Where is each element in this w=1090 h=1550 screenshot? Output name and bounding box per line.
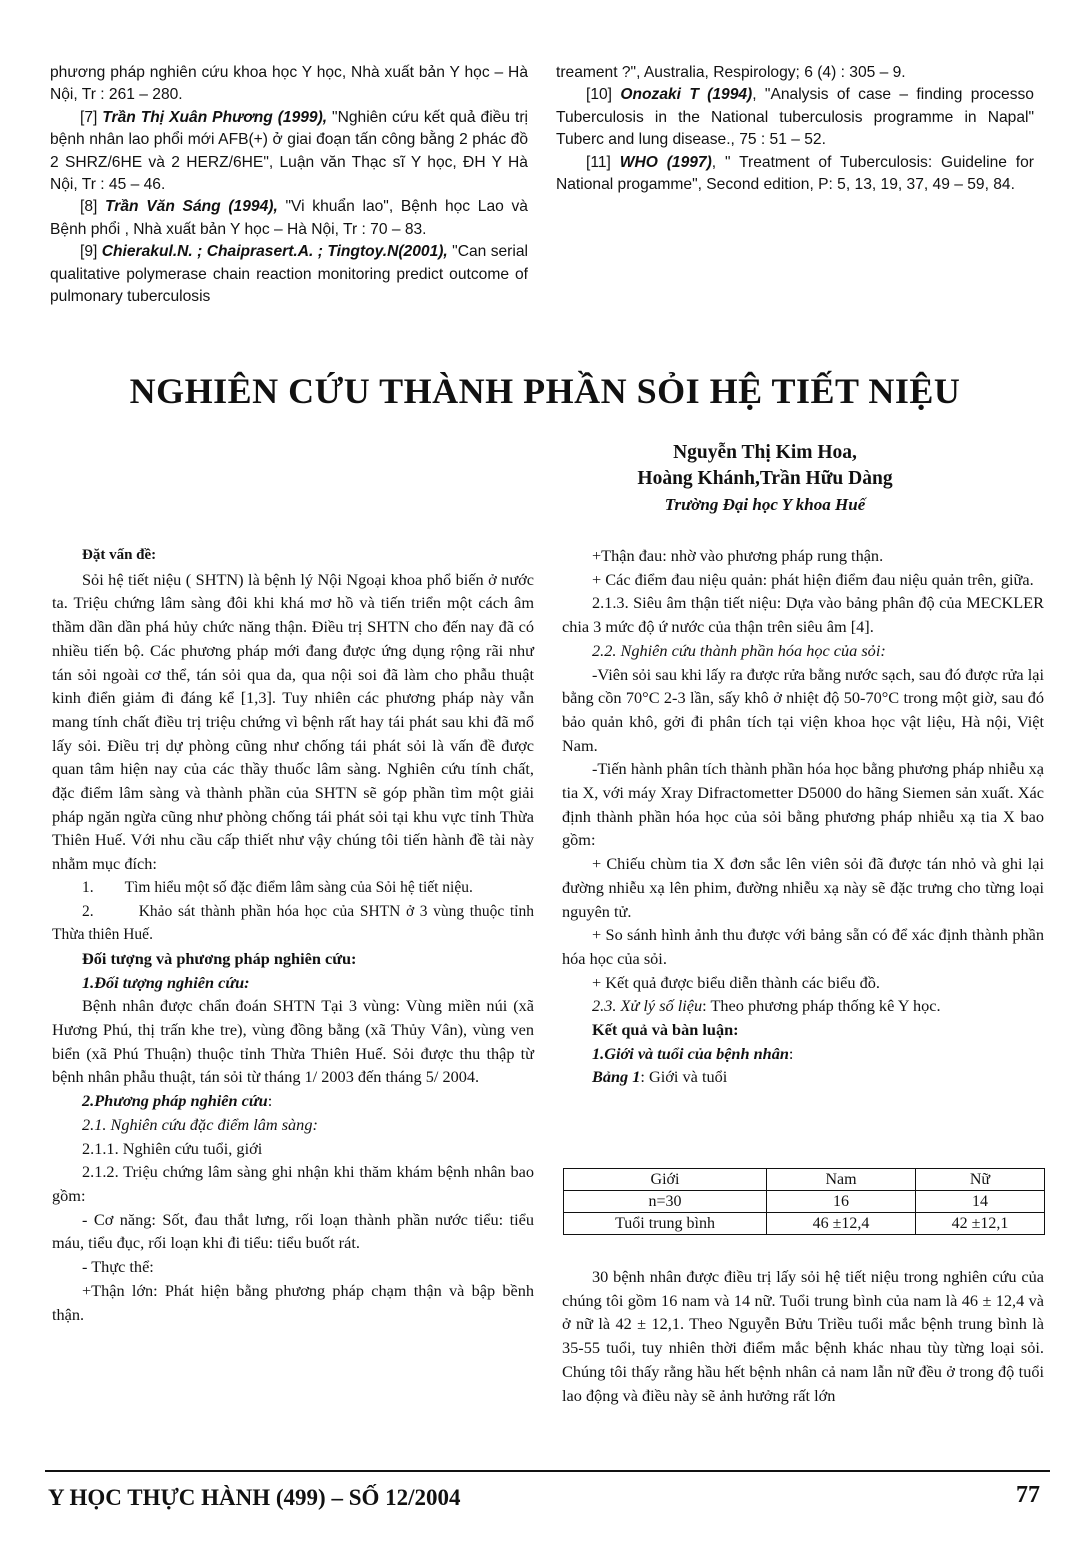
references-left (50, 62, 528, 308)
stone-washing: -Viên sỏi sau khi lấy ra được rửa bằng nước sạch, sau đó được rửa lại bằng cồn 70°C 2-3 lần, sấy khô ở nhiệt độ 50-70°C trong một giờ, sau đó bảo quản khô, gởi đi phân tích tại viện khoa học vật liệu, Hà nội, Việt Nam. (562, 664, 1044, 755)
table-row (564, 1169, 1045, 1191)
reference-6-continuation: phương pháp nghiên cứu khoa học Y học, Nhà xuất bản Y học – Hà Nội, Tr : 261 – 280. (50, 64, 528, 104)
author-line-2: Hoàng Khánh,Trần Hữu Dàng (637, 468, 893, 489)
reference-7: [7] Trần Thị Xuân Phương (1999), "Nghiên cứu kết quả điều trị bệnh nhân lao phổi mới AFB(+) ở giai đoạn tấn công bằng 2 phác đồ 2 SHRZ/6HE và 2 HERZ/6HE", Luận văn Thạc sĩ Y học, ĐH Y Hà Nội, Tr : 45 – 46. (50, 108, 528, 194)
heading-age-sex: 1.Giới và tuổi của bệnh nhân: (592, 1043, 794, 1063)
ureter-pain-points: + Các điểm đau niệu quản: phát hiện điểm đau niệu quản trên, giữa. (592, 569, 1034, 589)
table-row (564, 1213, 1045, 1235)
table-cell: Tuổi trung bình (564, 1213, 767, 1235)
author-block (560, 440, 970, 518)
introduction-paragraph: Sỏi hệ tiết niệu ( SHTN) là bệnh lý Nội Ngoại khoa phổ biến ở nước ta. Triệu chứng lâm sàng đôi khi khá mơ hồ và tiến triển một cách âm thầm dần dần phá hủy chức năng thận. Điều trị SHTN cho đến nay đã có nhiều tiến bộ. Các phương pháp mới đang được ứng dụng rộng rãi như tán sỏi ngoài cơ thể, tán sỏi qua da, qua nội soi đã làm cho phẫu thuật kinh điển giảm đi đáng kể [1,3]. Tuy nhiên các phương pháp này vẫn mang tính chất điều trị triệu chứng vì bệnh rất hay tái phát sau khi đã mổ lấy sỏi. Điều trị dự phòng cũng như chống tái phát sỏi là vấn đề được quan tâm hiện nay của các thầy thuốc lâm sàng. Nghiên cứu tính chất, đặc điểm lâm sàng và thành phần của SHTN sẽ góp phần tìm một giải pháp ngăn ngừa cũng như phòng chống tái phát sỏi tại khu vực tỉnh Thừa Thiên Huế. Với nhu cầu cấp thiết như vậy chúng tôi tiến hành đề tài này nhằm mục đích: (52, 569, 534, 874)
enlarged-kidney: +Thận lớn: Phát hiện bằng phương pháp chạm thận và bập bềnh thận. (52, 1280, 534, 1324)
reference-9-continuation: treament ?", Australia, Respirology; 6 (4) : 305 – 9. (556, 64, 906, 81)
physical-signs: - Thực thể: (82, 1257, 154, 1277)
references-right (556, 62, 1034, 196)
results-paragraph-block (562, 1265, 1044, 1407)
table-cell: 42 ±12,1 (916, 1213, 1045, 1235)
results-paragraph: 30 bệnh nhân được điều trị lấy sỏi hệ tiết niệu trong nghiên cứu của chúng tôi gồm 16 nam và 14 nữ. Tuổi trung bình của nam là 46 ± 12,4 và ở nữ là 42 ± 12,1. Theo Nguyễn Bửu Triều tuổi mắc bệnh trung bình là 35-55 tuổi, tuy nhiên thời điểm mắc bệnh khác nhau tùy từng loại sỏi. Chúng tôi thấy rằng hầu hết bệnh nhân cả nam lẫn nữ đều ở trong độ tuổi lao động và điều này sẽ ảnh hưởng rất lớn (562, 1267, 1044, 1405)
kidney-pain: +Thận đau: nhờ vào phương pháp rung thận. (592, 546, 884, 565)
heading-2-1: 2.1. Nghiên cứu đặc điểm lâm sàng: (82, 1114, 318, 1134)
section-2-3: 2.3. Xử lý số liệu: Theo phương pháp thống kê Y học. (592, 996, 941, 1016)
journal-footer: Y HỌC THỰC HÀNH (499) – SỐ 12/2004 (48, 1485, 461, 1510)
table-1-caption: Bảng 1: Giới và tuổi (592, 1067, 728, 1087)
subjects-paragraph: Bệnh nhân được chẩn đoán SHTN Tại 3 vùng: Vùng miền núi (xã Hương Phú, thị trấn khe tre), vùng đồng bằng (xã Thủy Vân), vùng ven biển (xã Phú Thuận) thuộc tỉnh Thừa Thiên Huế. Sỏi được thu thập từ bệnh nhân phẫu thuật, tán sỏi từ tháng 1/ 2003 đến tháng 5/ 2004. (52, 996, 534, 1087)
objective-2: 2. Khảo sát thành phần hóa học của SHTN ở 3 vùng thuộc tỉnh Thừa thiên Huế. (52, 902, 534, 944)
reference-9: [9] Chierakul.N. ; Chaiprasert.A. ; Tingtoy.N(2001), "Can serial qualitative polymerase chain reaction monitoring predict outcome of pulmonary tuberculosis (50, 243, 528, 306)
reference-8: [8] Trần Văn Sáng (1994), "Vi khuẩn lao", Bệnh học Lao và Bệnh phổi , Nhà xuất bản Y học – Hà Nội, Tr : 70 – 83. (50, 198, 528, 238)
affiliation: Trường Đại học Y khoa Huế (664, 495, 866, 514)
xray-beam: + Chiếu chùm tia X đơn sắc lên viên sỏi đã được tán nhỏ và ghi lại đường nhiễu xạ lên phim, đường nhiễu xạ này sẽ đặc trưng cho từng loại nguyên tử. (562, 854, 1044, 921)
heading-method: 2.Phương pháp nghiên cứu: (82, 1091, 273, 1111)
xray-compare: + So sánh hình ảnh thu được với bảng sẵn có để xác định thành phần hóa học của sỏi. (562, 925, 1044, 968)
body-left-column (52, 544, 534, 1326)
page-number: 77 (1016, 1482, 1040, 1508)
table-cell: Nam (767, 1169, 916, 1191)
table-cell: n=30 (564, 1191, 767, 1213)
heading-results: Kết quả và bàn luận: (592, 1020, 739, 1040)
table-1 (563, 1168, 1045, 1235)
heading-introduction: Đặt vấn đề: (82, 547, 157, 563)
section-2-1-3: 2.1.3. Siêu âm thận tiết niệu: Dựa vào bảng phân độ của MECKLER chia 3 mức độ ứ nước của thận trên siêu âm [4]. (562, 593, 1044, 637)
section-2-1-2: 2.1.2. Triệu chứng lâm sàng ghi nhận khi thăm khám bệnh nhân bao gồm: (52, 1162, 534, 1205)
functional-symptoms: - Cơ năng: Sốt, đau thắt lưng, rối loạn thành phần nước tiểu: tiểu máu, tiểu đục, rối loạn khi đi tiểu: tiểu buốt rát. (52, 1209, 534, 1253)
heading-methods: Đối tượng và phương pháp nghiên cứu: (82, 948, 357, 968)
heading-subjects: 1.Đối tượng nghiên cứu: (82, 972, 250, 992)
table-cell: 46 ±12,4 (767, 1213, 916, 1235)
xray-analysis: -Tiến hành phân tích thành phần hóa học bằng phương pháp nhiễu xạ tia X, với máy Xray Difractometter D5000 do hãng Siemen sản xuất. Xác định thành phần hóa học của sỏi bằng phương pháp nhiễu xạ tia X bao gồm: (562, 759, 1044, 850)
body-right-column (562, 544, 1044, 1089)
author-line-1: Nguyễn Thị Kim Hoa, (673, 442, 857, 463)
section-2-1-1: 2.1.1. Nghiên cứu tuổi, giới (82, 1138, 263, 1158)
table-cell: 16 (767, 1191, 916, 1213)
reference-10: [10] Onozaki T (1994), "Analysis of case – finding processo Tuberculosis in the National tuberculosis programme in Napal" Tuberc and lung disease., 75 : 51 – 52. (556, 86, 1034, 149)
objective-1: 1. Tìm hiểu một số đặc điểm lâm sàng của Sỏi hệ tiết niệu. (82, 878, 473, 896)
article-title: NGHIÊN CỨU THÀNH PHẦN SỎI HỆ TIẾT NIỆU (129, 371, 961, 411)
table-cell: 14 (916, 1191, 1045, 1213)
table-cell: Nữ (916, 1169, 1045, 1191)
table-cell: Giới (564, 1169, 767, 1191)
reference-11: [11] WHO (1997), " Treatment of Tuberculosis: Guideline for National progamme", Second edition, P: 5, 13, 19, 37, 49 – 59, 84. (556, 153, 1034, 194)
heading-2-2: 2.2. Nghiên cứu thành phần hóa học của sỏi: (592, 640, 886, 660)
table-row (564, 1191, 1045, 1213)
xray-charts: + Kết quả được biểu diễn thành các biểu đồ. (592, 972, 880, 992)
footer-rule (45, 1470, 1050, 1472)
